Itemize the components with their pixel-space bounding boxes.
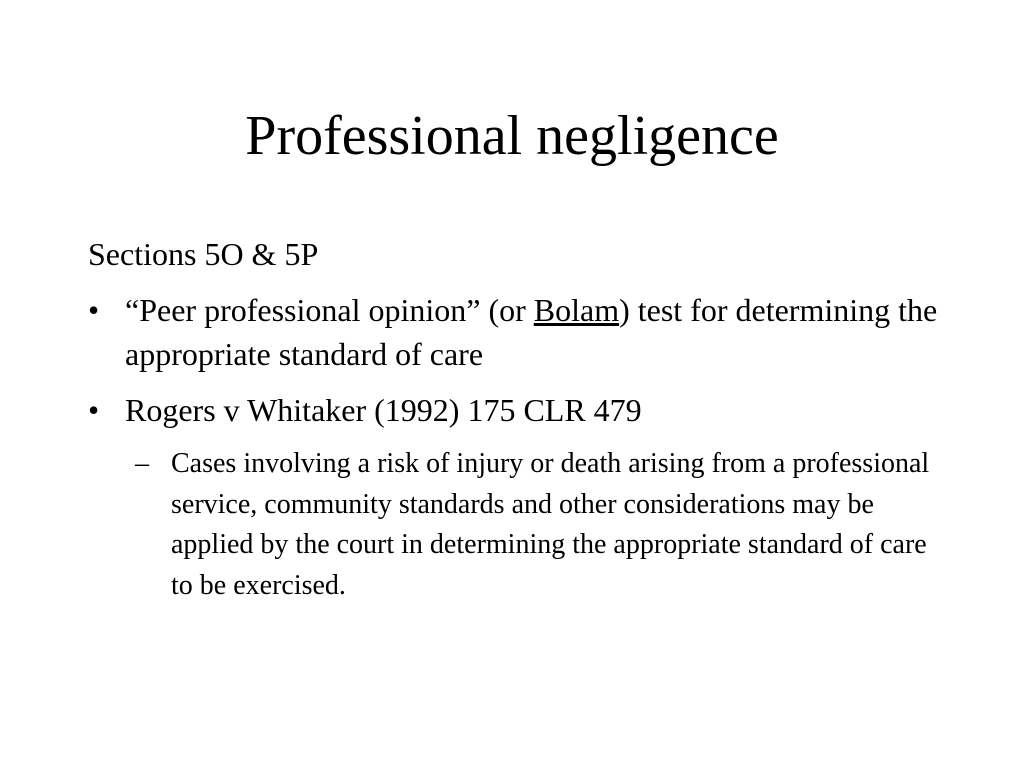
slide-title: Professional negligence [245, 105, 779, 167]
section-heading: Sections 5O & 5P [88, 236, 319, 272]
subbullet-marker: – [135, 448, 149, 479]
subbullet-cases [88, 444, 948, 606]
bullet-marker: • [88, 292, 100, 328]
bullet-peer-opinion [88, 288, 948, 376]
subbullet-text: Cases involving a risk of injury or death arising from a professional service, community standards and other considerations may be applied by the court in determining the appropriate standard of care to be exercised. [171, 448, 930, 601]
slide-body [88, 232, 948, 606]
bullet-text: Rogers v Whitaker (1992) 175 CLR 479 [125, 392, 642, 428]
bolam-link[interactable]: Bolam [533, 292, 620, 328]
bullet-marker: • [88, 392, 100, 428]
bullet-text-suffix: ) test for determining the appropriate standard of care [125, 292, 938, 372]
bullet-text-prefix: “Peer professional opinion” (or [125, 292, 534, 328]
bullet-rogers-v-whitaker [88, 388, 948, 432]
